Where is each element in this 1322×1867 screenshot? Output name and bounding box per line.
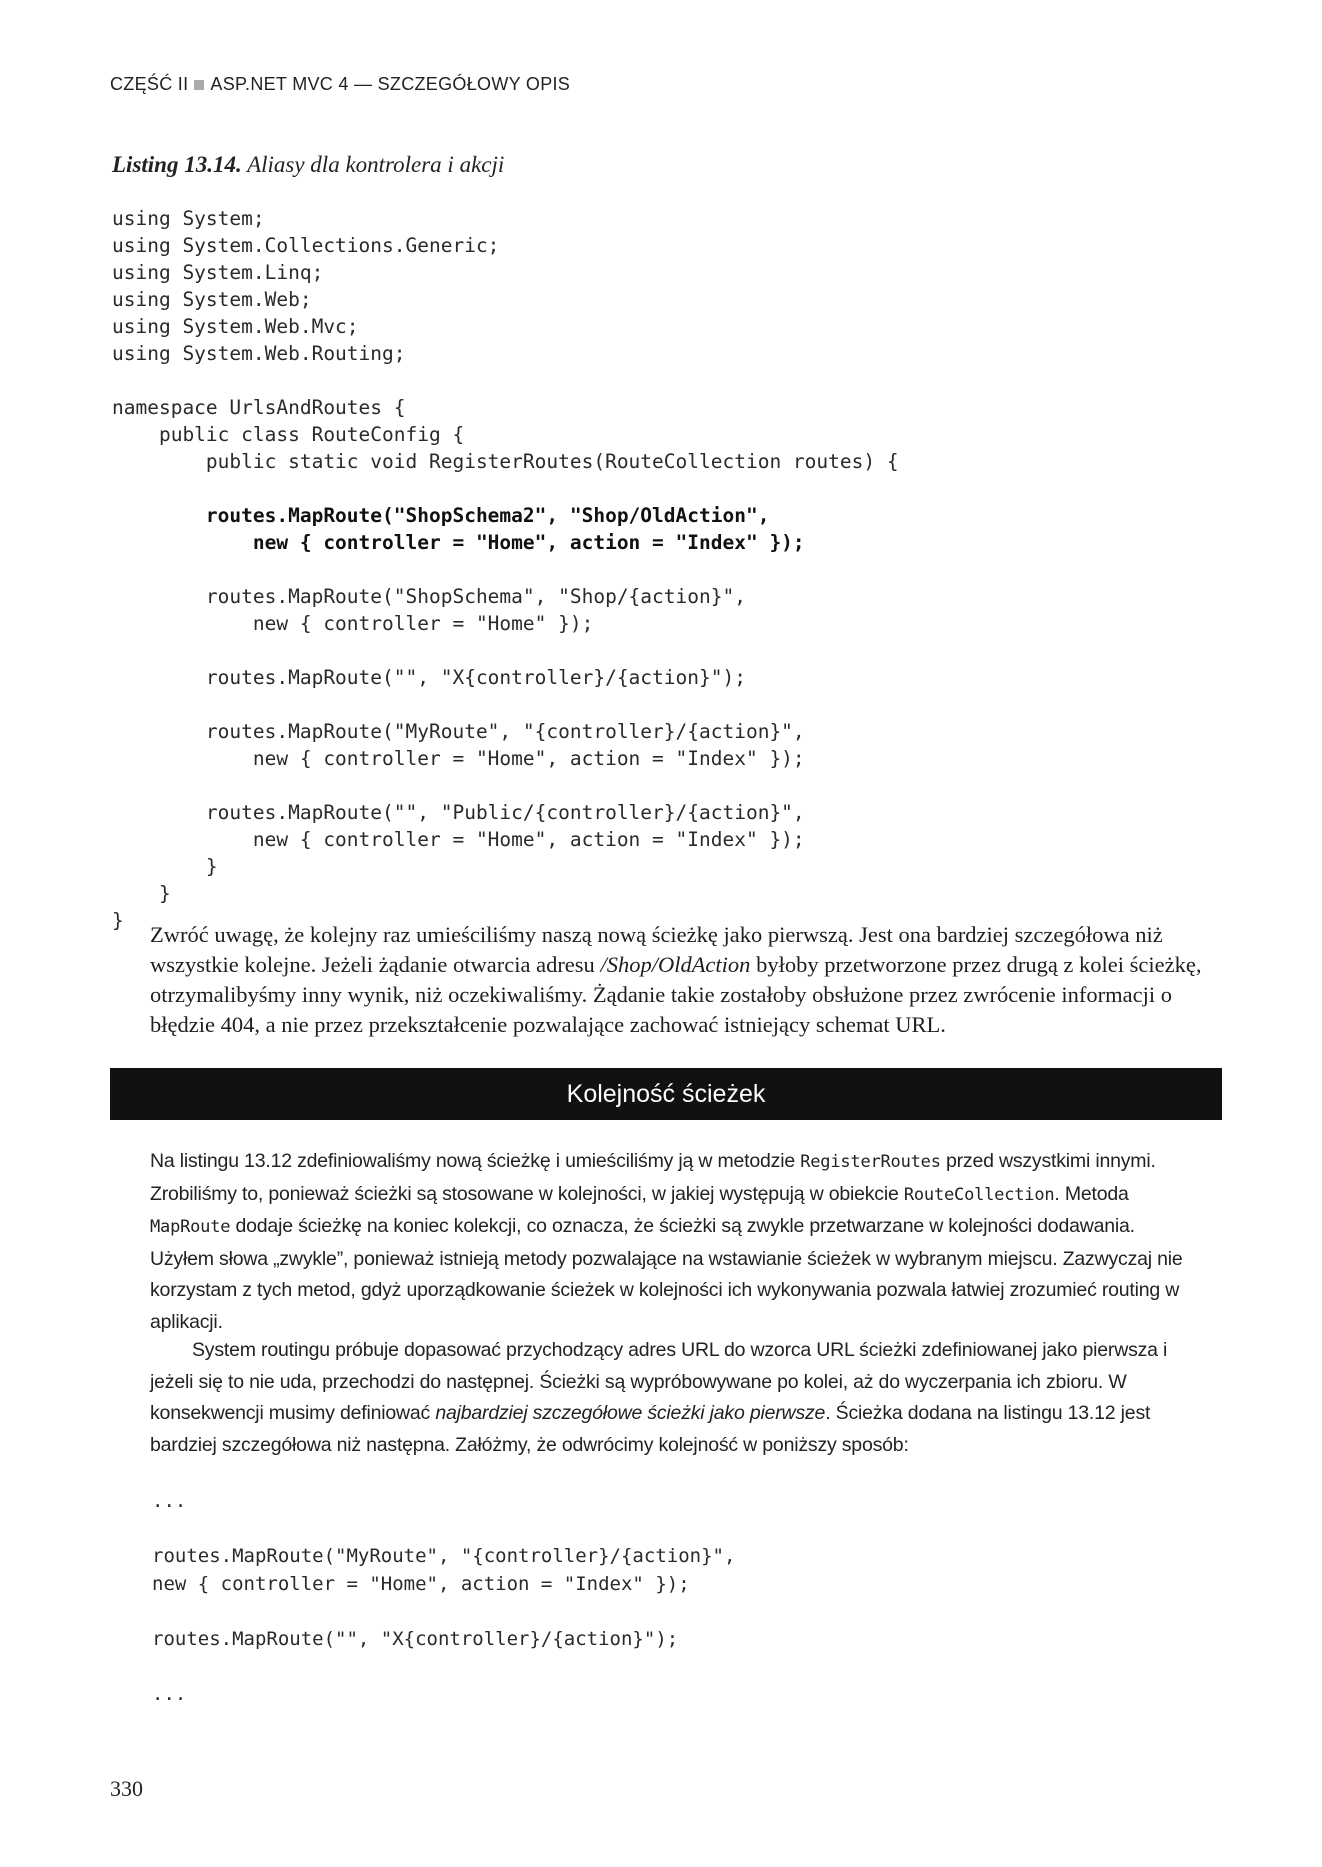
code-line: routes.MapRoute("", "X{controller}/{action}"); xyxy=(112,666,746,689)
code-line: using System.Web; xyxy=(112,288,312,311)
paragraph-text: byłoby przetworzone przez drugą z kolei ścieżkę, otrzymalibyśmy inny wynik, niż oczekiwaliśmy. Żądanie takie zostałoby obsłużone przez zwrócenie informacji o błędzie 404, a nie przez przekształcenie pozwalające zachować istniejący schemat URL. xyxy=(150,952,1202,1037)
body-paragraph xyxy=(150,920,1210,1040)
code-line: routes.MapRoute("MyRoute", "{controller}/{action}", xyxy=(112,720,805,743)
code-line: public static void RegisterRoutes(RouteCollection routes) { xyxy=(112,450,899,473)
code-line: using System.Linq; xyxy=(112,261,324,284)
code-line: } xyxy=(112,855,218,878)
listing-title: Aliasy dla kontrolera i akcji xyxy=(247,152,505,177)
sidebar-title: Kolejność ścieżek xyxy=(566,1079,766,1108)
code-line: routes.MapRoute("ShopSchema2", "Shop/OldAction", xyxy=(112,504,770,527)
book-title: ASP.NET MVC 4 — SZCZEGÓŁOWY OPIS xyxy=(210,74,571,94)
sidebar-text: . Ścieżka dodana na listingu 13.12 jest bardziej szczegółowa niż następna. Załóżmy, że odwrócimy kolejność w poniższy sposób: xyxy=(150,1402,1151,1456)
code-line: ... xyxy=(152,1682,187,1705)
code-line: using System; xyxy=(112,207,265,230)
code-line: routes.MapRoute("ShopSchema", "Shop/{action}", xyxy=(112,585,746,608)
code-line xyxy=(152,1516,735,1544)
sidebar-text: . Metoda xyxy=(1054,1182,1129,1205)
code-line: public class RouteConfig { xyxy=(112,423,465,446)
part-label: CZĘŚĆ II xyxy=(110,74,189,94)
listing-label: Listing 13.14. xyxy=(112,152,242,177)
code-line: new { controller = "Home", action = "Index" }); xyxy=(112,531,805,554)
code-line xyxy=(112,772,899,799)
page-number: 330 xyxy=(110,1776,143,1801)
inline-code: RegisterRoutes xyxy=(800,1152,941,1172)
code-line xyxy=(112,475,899,502)
code-line: } xyxy=(112,882,171,905)
emphasized-text: najbardziej szczegółowe ścieżki jako pierwsze xyxy=(435,1402,826,1424)
sidebar-paragraph xyxy=(150,1335,1185,1461)
code-line: routes.MapRoute("MyRoute", "{controller}/{action}", xyxy=(152,1545,736,1567)
code-line xyxy=(112,556,899,583)
code-line: ... xyxy=(152,1490,187,1512)
sidebar-paragraph xyxy=(150,1146,1185,1338)
inline-code: RouteCollection xyxy=(903,1184,1055,1205)
code-line: using System.Collections.Generic; xyxy=(112,234,500,257)
code-line: routes.MapRoute("", "Public/{controller}/{action}", xyxy=(112,801,805,824)
code-line: namespace UrlsAndRoutes { xyxy=(112,396,406,419)
code-line xyxy=(152,1653,735,1681)
code-line: new { controller = "Home", action = "Index" }); xyxy=(112,828,805,851)
sidebar-text: przed wszystkimi innymi. Zrobiliśmy to, ponieważ ścieżki są stosowane w kolejności, w jakiej występują w obiekcie xyxy=(150,1150,1156,1205)
paragraph-text: Zwróć uwagę, że kolejny raz umieściliśmy naszą nową ścieżkę jako pierwszą. Jest ona bardziej szczegółowa niż wszystkie kolejne. Jeżeli żądanie otwarcia adresu xyxy=(150,922,1163,977)
listing-caption xyxy=(112,152,504,178)
inline-code: MapRoute xyxy=(150,1217,231,1237)
sidebar-text: dodaje ścieżkę na koniec kolekcji, co oznacza, że ścieżki są zwykle przetwarzane w kolejności dodawania. Użyłem słowa „zwykle”, ponieważ istnieją metody pozwalające na wstawianie ścieżek w wybranym miejscu. Zazwyczaj nie korzystam z tych metod, gdyż uporządkowanie ścieżek w kolejności ich wykonywania pozwala łatwiej zrozumieć routing w aplikacji. xyxy=(150,1215,1183,1333)
code-line xyxy=(112,367,899,394)
code-line xyxy=(112,637,899,664)
url-path: /Shop/OldAction xyxy=(600,952,751,977)
code-line: new { controller = "Home", action = "Index" }); xyxy=(152,1572,690,1595)
sidebar-text: Na listingu 13.12 zdefiniowaliśmy nową ścieżkę i umieściliśmy ją w metodzie xyxy=(150,1150,801,1172)
square-bullet-icon xyxy=(194,80,204,90)
code-line: routes.MapRoute("", "X{controller}/{action}"); xyxy=(152,1627,679,1650)
sidebar-title-bar xyxy=(110,1068,1222,1120)
code-line xyxy=(112,691,899,718)
sidebar-text: System routingu próbuje dopasować przychodzący adres URL do wzorca URL ścieżki zdefiniowanej jako pierwsza i jeżeli się to nie uda, przechodzi do następnej. Ścieżki są wypróbowywane po kolei, aż do wyczerpania ich zbioru. W konsekwencji musimy definiować xyxy=(150,1339,1168,1424)
code-line: new { controller = "Home", action = "Index" }); xyxy=(112,747,805,770)
code-line: using System.Web.Routing; xyxy=(112,342,406,365)
running-header xyxy=(110,74,570,95)
code-line: } xyxy=(112,909,124,932)
code-line xyxy=(152,1598,735,1626)
code-line: using System.Web.Mvc; xyxy=(112,315,359,338)
code-line: new { controller = "Home" }); xyxy=(112,612,594,635)
code-listing xyxy=(112,205,899,934)
code-snippet xyxy=(152,1488,735,1708)
